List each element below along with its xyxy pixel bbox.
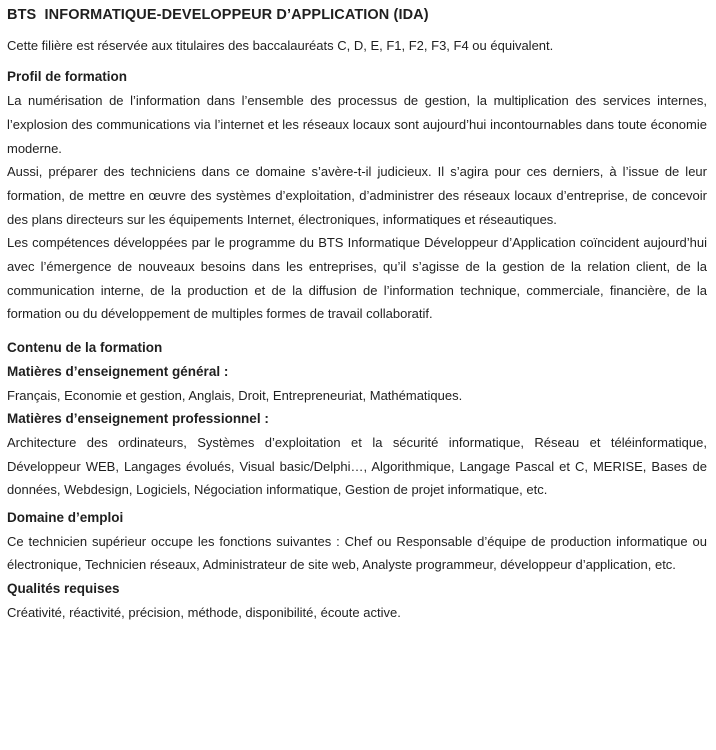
paragraph-matieres-general: Français, Economie et gestion, Anglais, Droit, Entrepreneuriat, Mathématiques. — [7, 387, 463, 403]
subheading-matieres-general: Matières d’enseignement général : — [7, 363, 229, 379]
paragraph-qualites-requises: Créativité, réactivité, précision, méthode, disponibilité, écoute active. — [7, 604, 401, 620]
section-heading-contenu-de-la-formation: Contenu de la formation — [7, 340, 163, 356]
intro-paragraph: Cette filière est réservée aux titulaires des baccalauréats C, D, E, F1, F2, F3, F4 ou équivalent. — [7, 37, 554, 53]
subheading-matieres-professionnel: Matières d’enseignement professionnel : — [7, 411, 269, 427]
paragraph-numerisation: La numérisation de l’information dans l’ensemble des processus de gestion, la multiplication des services internes, l’explosion des communications via l’internet et les réseaux locaux sont aujourd’hui incontournables dans toute économie moderne. — [7, 93, 707, 156]
section-heading-domaine-emploi: Domaine d’emploi — [7, 510, 124, 526]
document-title: BTS INFORMATIQUE-DEVELOPPEUR D’APPLICATION (IDA) — [7, 7, 429, 23]
paragraph-matieres-professionnel: Architecture des ordinateurs, Systèmes d’exploitation et la sécurité informatique, Réseau et téléinformatique, Développeur WEB, Langages évolués, Visual basic/Delphi…, Algorithmique, Langage Pascal et C, MERISE, Bases de données, Webdesign, Logiciels, Négociation informatique, Gestion de projet informatique, etc. — [7, 434, 707, 498]
paragraph-competences: Les compétences développées par le programme du BTS Informatique Développeur d’Application coïncident aujourd’hui avec l’émergence de nouveaux besoins dans les entreprises, qu’il s’agisse de la gestion de la relation client, de la communication interne, de la production et de la diffusion de l’information technique, commerciale, financière, de la formation ou du développement de multiples formes de travail collaboratif. — [7, 235, 707, 322]
section-heading-qualites-requises: Qualités requises — [7, 581, 120, 597]
section-heading-profil-de-formation: Profil de formation — [7, 69, 128, 85]
paragraph-domaine-emploi: Ce technicien supérieur occupe les fonctions suivantes : Chef ou Responsable d’équipe de production informatique ou électronique, Technicien réseaux, Administrateur de site web, Analyste programmeur, développeur d’application, etc. — [7, 533, 707, 573]
paragraph-aussi-preparer: Aussi, préparer des techniciens dans ce domaine s’avère-t-il judicieux. Il s’agira pour ces derniers, à l’issue de leur formation, de mettre en œuvre des systèmes d’exploitation, d’administrer des réseaux locaux d’entreprise, de concevoir des plans directeurs sur les équipements Internet, électroniques, informatiques et réseautiques. — [7, 164, 707, 227]
